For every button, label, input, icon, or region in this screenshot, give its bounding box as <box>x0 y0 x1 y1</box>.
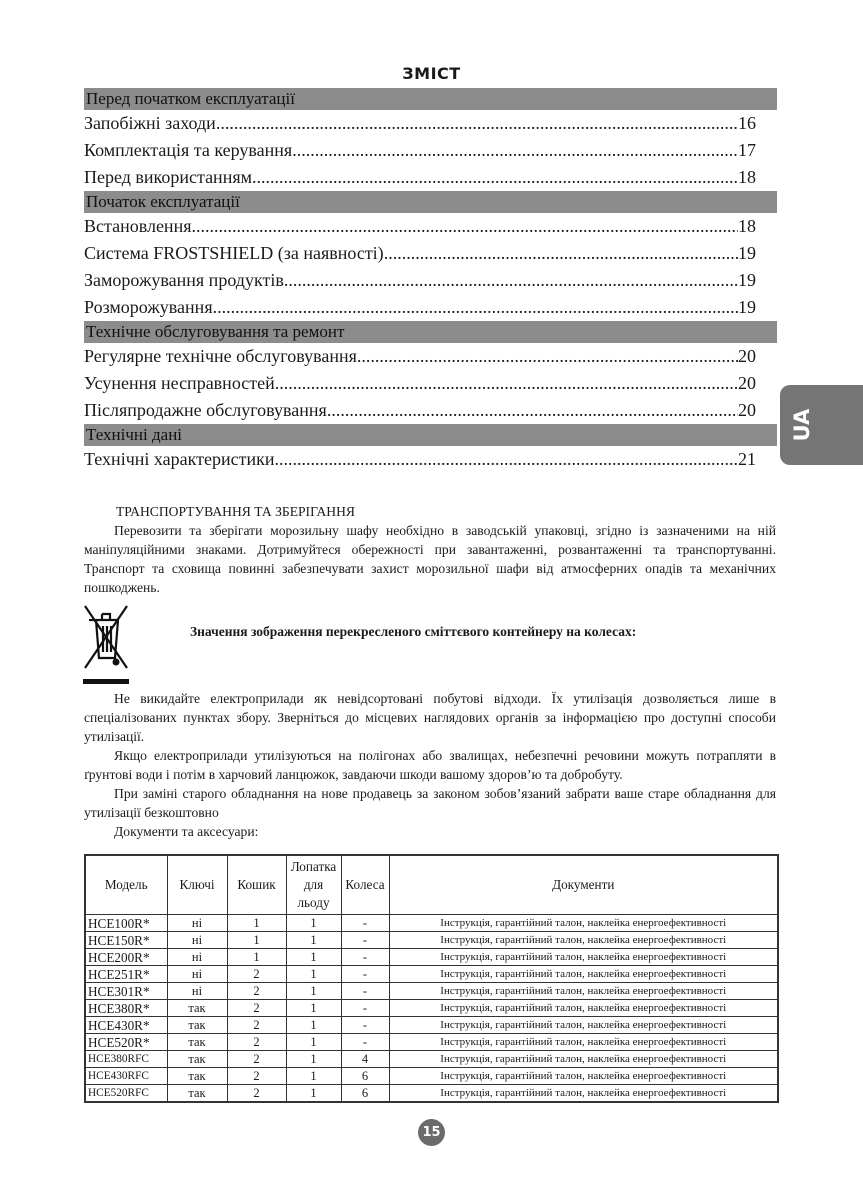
table-row <box>85 966 778 983</box>
cell-keys: так <box>167 1017 227 1034</box>
cell-ice-scoop: 1 <box>286 1000 341 1017</box>
toc-leader-dots <box>284 267 738 294</box>
cell-wheels: - <box>341 1000 389 1017</box>
cell-documents: Інструкція, гарантійний талон, наклейка енергоефективності <box>389 1085 778 1103</box>
cell-keys: ні <box>167 915 227 932</box>
toc-entry-page: 17 <box>738 140 756 160</box>
cell-wheels: - <box>341 1034 389 1051</box>
cell-model: HCE301R* <box>85 983 167 1000</box>
accessories-table <box>84 854 779 1103</box>
cell-model: HCE380RFC <box>85 1051 167 1068</box>
toc-entry-title: Комплектація та керування <box>84 140 293 160</box>
cell-documents: Інструкція, гарантійний талон, наклейка енергоефективності <box>389 1034 778 1051</box>
cell-model: HCE251R* <box>85 966 167 983</box>
cell-ice-scoop: 1 <box>286 1017 341 1034</box>
disposal-text-block <box>84 689 776 841</box>
cell-documents: Інструкція, гарантійний талон, наклейка енергоефективності <box>389 949 778 966</box>
cell-keys: так <box>167 1034 227 1051</box>
toc-entry-page: 19 <box>738 270 756 290</box>
toc-entry <box>84 137 756 164</box>
cell-wheels: 4 <box>341 1051 389 1068</box>
cell-wheels: - <box>341 983 389 1000</box>
cell-documents: Інструкція, гарантійний талон, наклейка енергоефективності <box>389 983 778 1000</box>
toc-leader-dots <box>275 446 739 473</box>
cell-keys: ні <box>167 983 227 1000</box>
toc-entry <box>84 267 756 294</box>
cell-basket: 2 <box>227 983 286 1000</box>
toc-leader-dots <box>252 164 738 191</box>
table-row <box>85 1068 778 1085</box>
toc-entry-page: 16 <box>738 113 756 133</box>
cell-model: HCE430R* <box>85 1017 167 1034</box>
transport-heading: ТРАНСПОРТУВАННЯ ТА ЗБЕРІГАННЯ <box>116 504 355 519</box>
column-header-keys: Ключі <box>167 855 227 915</box>
cell-model: HCE520RFC <box>85 1085 167 1103</box>
cell-documents: Інструкція, гарантійний талон, наклейка енергоефективності <box>389 966 778 983</box>
toc-entry-title: Регулярне технічне обслуговування <box>84 346 357 366</box>
toc-section-heading: Початок експлуатації <box>84 191 777 213</box>
accessories-table-body <box>85 915 778 1103</box>
toc-entry <box>84 343 756 370</box>
toc-entry <box>84 446 756 473</box>
cell-wheels: - <box>341 1017 389 1034</box>
cell-wheels: - <box>341 966 389 983</box>
toc-entry-title: Заморожування продуктів <box>84 270 284 290</box>
toc-entry-page: 19 <box>738 297 756 317</box>
cell-ice-scoop: 1 <box>286 1085 341 1103</box>
toc-entry <box>84 110 756 137</box>
column-header-basket: Кошик <box>227 855 286 915</box>
cell-keys: ні <box>167 949 227 966</box>
table-row <box>85 1085 778 1103</box>
toc-entry-page: 18 <box>738 167 756 187</box>
crossed-out-wheelie-bin-icon <box>83 602 129 686</box>
cell-ice-scoop: 1 <box>286 1051 341 1068</box>
toc-leader-dots <box>191 213 738 240</box>
cell-keys: так <box>167 1051 227 1068</box>
disposal-paragraph: При заміні старого обладнання на нове продавець за законом зобов’язаний забрати ваше старе обладнання для утилізації безкоштовно <box>84 786 776 820</box>
cell-basket: 1 <box>227 915 286 932</box>
toc-entry-title: Система FROSTSHIELD (за наявності) <box>84 243 384 263</box>
cell-model: HCE430RFC <box>85 1068 167 1085</box>
table-row <box>85 1017 778 1034</box>
page-number: 15 <box>418 1119 445 1146</box>
column-header-model: Модель <box>85 855 167 915</box>
cell-keys: ні <box>167 966 227 983</box>
table-row <box>85 1051 778 1068</box>
cell-basket: 1 <box>227 932 286 949</box>
toc-entry-page: 19 <box>738 243 756 263</box>
toc-entry-title: Встановлення <box>84 216 192 236</box>
cell-model: HCE100R* <box>85 915 167 932</box>
cell-model: HCE150R* <box>85 932 167 949</box>
toc-entry-page: 21 <box>738 449 756 469</box>
cell-documents: Інструкція, гарантійний талон, наклейка енергоефективності <box>389 915 778 932</box>
cell-keys: ні <box>167 932 227 949</box>
table-row <box>85 949 778 966</box>
toc-entry-title: Технічні характеристики <box>84 449 275 469</box>
column-header-wheels: Колеса <box>341 855 389 915</box>
table-row <box>85 1000 778 1017</box>
cell-keys: так <box>167 1085 227 1103</box>
disposal-paragraph: Якщо електроприлади утилізуються на полігонах або звалищах, небезпечні речовини можуть потрапляти в ґрунтові води і потім в харчовий ланцюжок, завдаючи шкоди вашому здоров’ю та добробуту. <box>84 748 776 782</box>
toc-entry-title: Післяпродажне обслуговування <box>84 400 327 420</box>
toc-entry-page: 18 <box>738 216 756 236</box>
cell-wheels: - <box>341 915 389 932</box>
toc-entry <box>84 164 756 191</box>
toc-entry-page: 20 <box>738 373 756 393</box>
cell-documents: Інструкція, гарантійний талон, наклейка енергоефективності <box>389 1051 778 1068</box>
cell-basket: 2 <box>227 966 286 983</box>
cell-documents: Інструкція, гарантійний талон, наклейка енергоефективності <box>389 1000 778 1017</box>
cell-basket: 1 <box>227 949 286 966</box>
table-header-row <box>85 855 778 915</box>
toc-leader-dots <box>327 397 738 424</box>
transport-text-block <box>84 521 776 597</box>
cell-basket: 2 <box>227 1085 286 1103</box>
cell-ice-scoop: 1 <box>286 966 341 983</box>
toc-leader-dots <box>357 343 738 370</box>
toc-section-heading: Технічні дані <box>84 424 777 446</box>
table-row <box>85 983 778 1000</box>
language-tab <box>780 385 863 465</box>
table-row <box>85 915 778 932</box>
accessories-intro: Документи та аксесуари: <box>114 824 259 839</box>
toc-entry-title: Розморожування <box>84 297 213 317</box>
language-tab-label: UA <box>790 408 814 442</box>
toc-entry <box>84 240 756 267</box>
toc-leader-dots <box>216 110 738 137</box>
cell-wheels: - <box>341 949 389 966</box>
toc-entry <box>84 213 756 240</box>
transport-paragraph: Перевозити та зберігати морозильну шафу необхідно в заводській упаковці, згідно із зазначеними на ній маніпуляційними знаками. Дотримуйтеся обережності при завантаженні, розвантаженні та транспортуванні. Транспорт та сховища повинні забезпечувати захист морозильної шафи від атмосферних опадів та механічних пошкоджень. <box>84 523 776 595</box>
cell-ice-scoop: 1 <box>286 983 341 1000</box>
cell-documents: Інструкція, гарантійний талон, наклейка енергоефективності <box>389 1017 778 1034</box>
toc-leader-dots <box>213 294 738 321</box>
cell-ice-scoop: 1 <box>286 1068 341 1085</box>
toc-leader-dots <box>292 137 738 164</box>
cell-basket: 2 <box>227 1051 286 1068</box>
toc-entry <box>84 294 756 321</box>
cell-basket: 2 <box>227 1017 286 1034</box>
table-row <box>85 1034 778 1051</box>
cell-ice-scoop: 1 <box>286 915 341 932</box>
cell-basket: 2 <box>227 1034 286 1051</box>
cell-basket: 2 <box>227 1000 286 1017</box>
toc-entry-title: Усунення несправностей <box>84 373 275 393</box>
toc-entry-title: Перед використанням <box>84 167 252 187</box>
page-title: ЗМІСТ <box>402 64 461 83</box>
disposal-caption: Значення зображення перекресленого сміттєвого контейнеру на колесах: <box>190 624 637 639</box>
cell-ice-scoop: 1 <box>286 949 341 966</box>
disposal-paragraph: Не викидайте електроприлади як невідсортовані побутові відходи. Їх утилізація дозволяється лише в спеціалізованих пунктах збору. Зверніться до місцевих наглядових органів за інформацією про доступні способи утилізації. <box>84 691 776 744</box>
cell-keys: так <box>167 1068 227 1085</box>
toc-entry <box>84 397 756 424</box>
toc-section-heading: Перед початком експлуатації <box>84 88 777 110</box>
cell-keys: так <box>167 1000 227 1017</box>
table-row <box>85 932 778 949</box>
cell-wheels: 6 <box>341 1085 389 1103</box>
toc-entry-page: 20 <box>738 346 756 366</box>
cell-wheels: - <box>341 932 389 949</box>
column-header-ice-scoop: Лопатка для льоду <box>286 855 341 915</box>
table-of-contents <box>84 88 777 473</box>
cell-ice-scoop: 1 <box>286 932 341 949</box>
cell-model: HCE520R* <box>85 1034 167 1051</box>
cell-wheels: 6 <box>341 1068 389 1085</box>
cell-model: HCE380R* <box>85 1000 167 1017</box>
toc-entry <box>84 370 756 397</box>
column-header-documents: Документи <box>389 855 778 915</box>
toc-entry-page: 20 <box>738 400 756 420</box>
toc-leader-dots <box>384 240 738 267</box>
cell-documents: Інструкція, гарантійний талон, наклейка енергоефективності <box>389 932 778 949</box>
cell-model: HCE200R* <box>85 949 167 966</box>
toc-leader-dots <box>275 370 738 397</box>
toc-entry-title: Запобіжні заходи <box>84 113 216 133</box>
toc-section-heading: Технічне обслуговування та ремонт <box>84 321 777 343</box>
cell-basket: 2 <box>227 1068 286 1085</box>
cell-ice-scoop: 1 <box>286 1034 341 1051</box>
cell-documents: Інструкція, гарантійний талон, наклейка енергоефективності <box>389 1068 778 1085</box>
